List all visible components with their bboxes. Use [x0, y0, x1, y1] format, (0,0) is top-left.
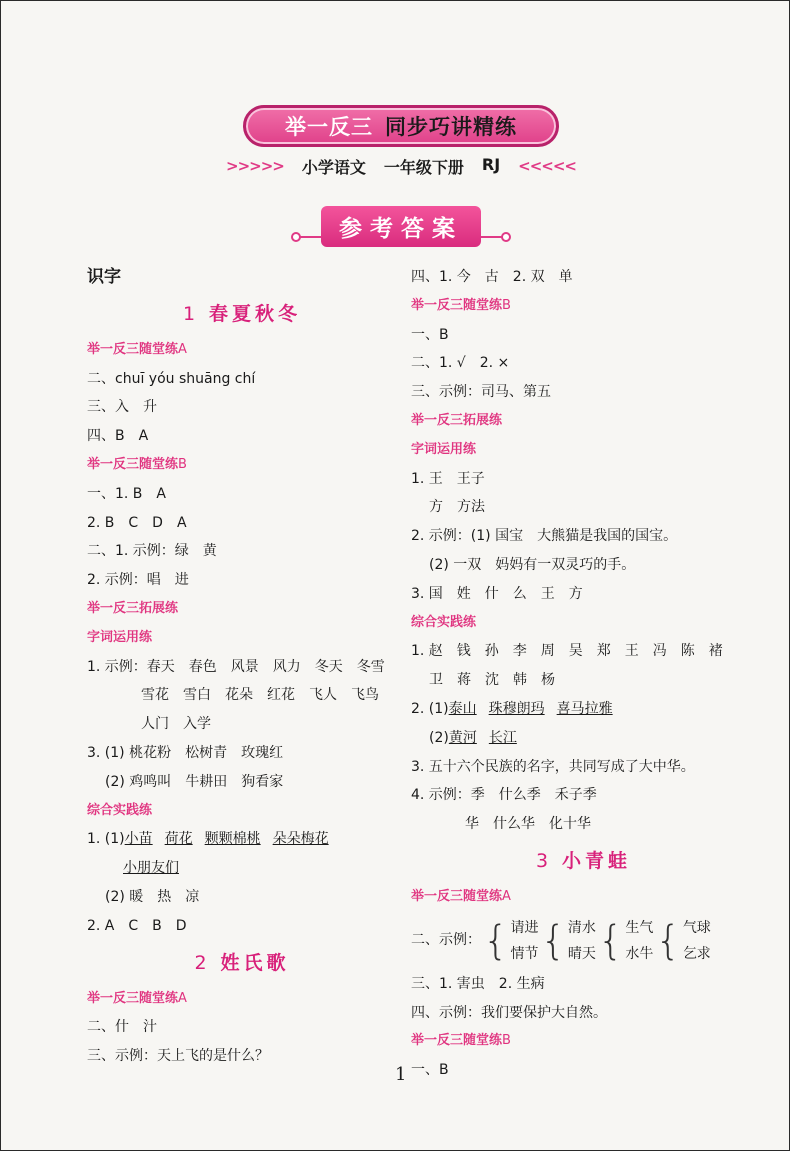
section-title: 识字: [87, 267, 121, 287]
exercise-heading: 举一反三随堂练B: [87, 456, 187, 472]
answer-line: 1. (1)小苗 荷花 颗颗棉桃 朵朵梅花: [87, 831, 329, 848]
answer-line: 二、chuī yóu shuāng chí: [87, 370, 256, 387]
subject-label: 小学语文: [301, 157, 366, 177]
edition-label: RJ: [481, 154, 501, 174]
word-group-answer: 二、示例： { 请进 情节 { 清水 晴天 { 生气 水牛 { 气球 乞求: [411, 917, 711, 964]
answer-line: 三、1. 害虫 2. 生病: [411, 975, 545, 992]
answer-line: (2) 鸡鸣叫 牛耕田 狗看家: [105, 773, 284, 790]
answer-line: (2) 暖 热 凉: [105, 888, 200, 905]
answer-line: 二、1. 示例：绿 黄: [87, 543, 217, 560]
answer-line: 2. B C D A: [87, 514, 187, 531]
right-column: [411, 263, 756, 1085]
answer-title-text: 参考答案: [321, 206, 481, 247]
banner-book-name: 同步巧讲精练: [385, 115, 517, 139]
lesson-title: 3 小青蛙: [535, 849, 632, 872]
exercise-heading: 综合实践练: [87, 802, 153, 818]
answer-line: 一、1. B A: [87, 485, 166, 502]
header-banner: [243, 105, 559, 147]
answer-line: 方 方法: [429, 499, 485, 516]
answer-line: (2) 一双 妈妈有一双灵巧的手。: [429, 556, 636, 573]
answer-line: 四、示例：我们要保护大自然。: [411, 1004, 607, 1021]
answer-line: 3. 五十六个民族的名字，共同写成了大中华。: [411, 758, 695, 775]
answer-line: 2. 示例：唱 进: [87, 572, 189, 589]
answer-line: 四、1. 今 古 2. 双 单: [411, 269, 573, 285]
exercise-subheading: 字词运用练: [87, 629, 153, 645]
banner-series-name: 举一反三: [285, 115, 373, 139]
answer-line: 3. (1) 桃花粉 松树青 玫瑰红: [87, 744, 284, 761]
brace-icon: {: [655, 917, 681, 964]
answer-line: 2. A C B D: [87, 917, 187, 934]
answer-line: 三、入 升: [87, 399, 157, 416]
answer-line: 二、1. √ 2. ×: [411, 355, 510, 372]
answer-line: 四、B A: [87, 428, 149, 445]
left-column: [87, 263, 397, 1071]
exercise-subheading: 字词运用练: [411, 441, 477, 457]
exercise-heading: 举一反三随堂练A: [411, 888, 511, 904]
answer-line: 三、示例：天上飞的是什么？: [87, 1048, 269, 1065]
brace-icon: {: [540, 917, 566, 964]
exercise-heading: 综合实践练: [411, 614, 477, 630]
exercise-heading: 举一反三拓展练: [411, 412, 503, 428]
answer-line: 三、示例：司马、第五: [411, 384, 551, 401]
title-dot-right-icon: [501, 232, 511, 242]
brace-icon: {: [597, 917, 624, 964]
page-number: 1: [395, 1064, 407, 1085]
answer-title: [301, 206, 501, 246]
answer-line: 1. 王 王子: [411, 470, 485, 487]
answer-line: 1. 示例：春天 春色 风景 风力 冬天 冬雪: [87, 658, 385, 675]
exercise-heading: 举一反三随堂练B: [411, 1033, 511, 1049]
answer-line: (2)黄河 长江: [429, 729, 517, 746]
answer-line: 二、什 汁: [87, 1019, 157, 1036]
exercise-heading: 举一反三拓展练: [87, 600, 179, 616]
exercise-heading: 举一反三随堂练A: [87, 990, 187, 1006]
grade-label: 一年级下册: [383, 157, 464, 177]
answer-line: 小朋友们: [123, 860, 179, 877]
subject-line: [226, 155, 576, 177]
title-dot-left-icon: [291, 232, 301, 242]
brace-icon: {: [483, 917, 509, 964]
answer-line: 一、B: [411, 326, 449, 343]
answer-line: 2. 示例：(1) 国宝 大熊猫是我国的国宝。: [411, 528, 678, 545]
answer-line: 3. 国 姓 什 么 王 方: [411, 585, 583, 602]
answer-line: 一、B: [411, 1062, 449, 1079]
answer-line: 雪花 雪白 花朵 红花 飞人 飞鸟: [141, 687, 379, 704]
answer-line: 华 什么华 化十华: [465, 816, 591, 833]
answer-line: 卫 蒋 沈 韩 杨: [429, 672, 555, 689]
exercise-heading: 举一反三随堂练B: [411, 297, 511, 313]
arrows-left-icon: >>>>>: [226, 157, 284, 175]
answer-line: 2. (1)泰山 珠穆朗玛 喜马拉雅: [411, 700, 613, 717]
lesson-title: 2 姓氏歌: [194, 951, 290, 974]
answer-line: 4. 示例：季 什么季 禾子季: [411, 787, 597, 804]
arrows-right-icon: <<<<<: [518, 157, 576, 175]
answer-line: 人门 入学: [141, 716, 211, 733]
lesson-title: 1 春夏秋冬: [182, 302, 302, 325]
answer-line: 1. 赵 钱 孙 李 周 吴 郑 王 冯 陈 褚: [411, 643, 723, 660]
exercise-heading: 举一反三随堂练A: [87, 341, 187, 357]
